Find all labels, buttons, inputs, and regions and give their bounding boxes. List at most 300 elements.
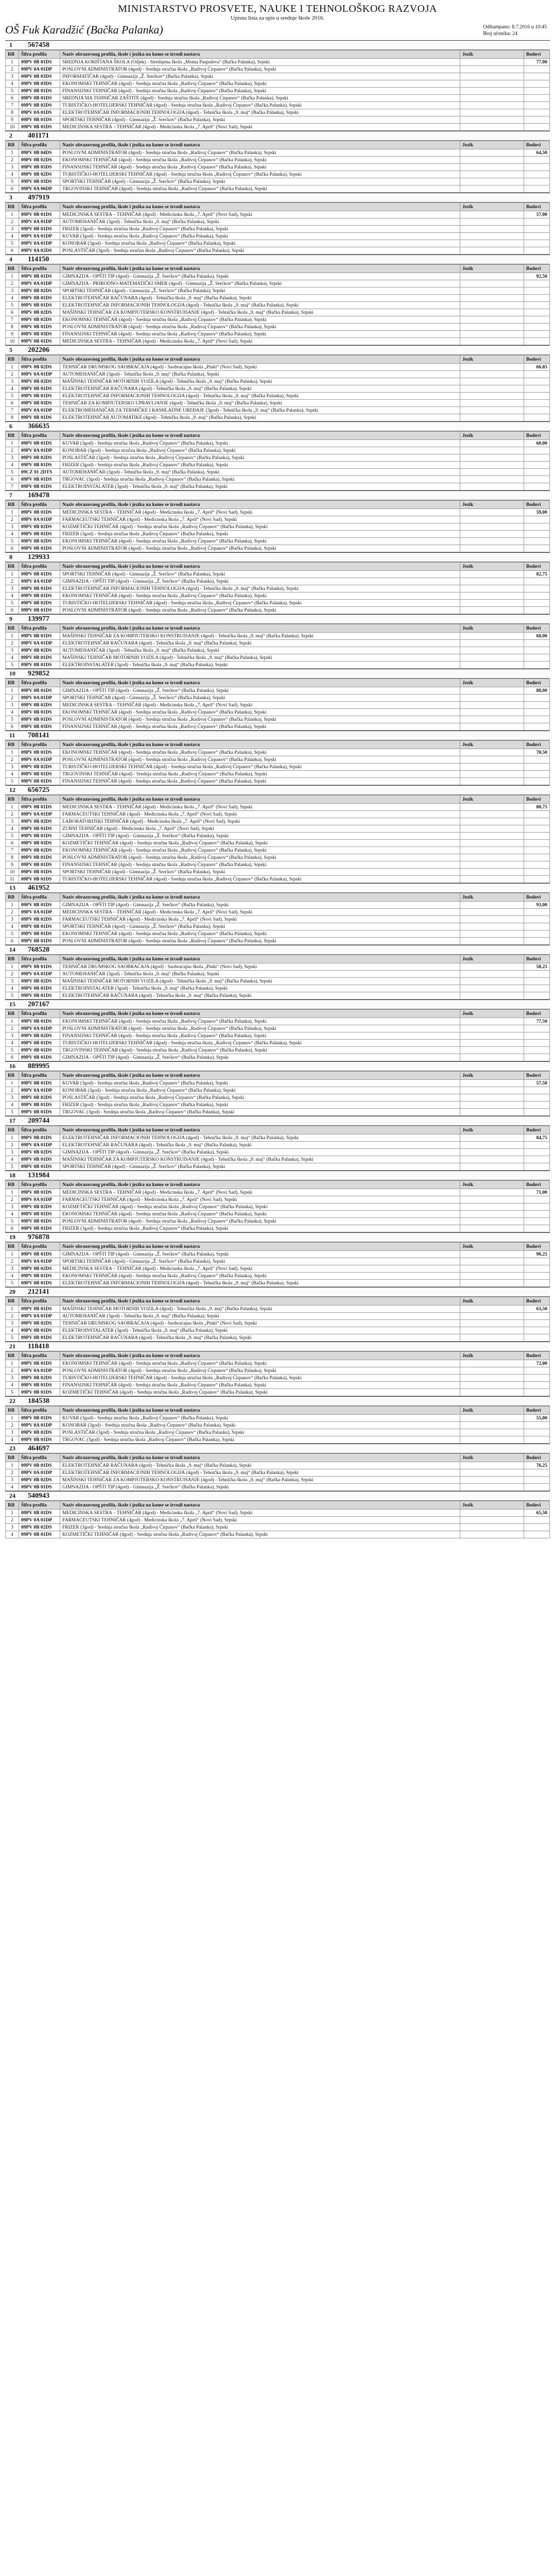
table-row	[6, 716, 550, 723]
points-cell	[524, 280, 550, 287]
profile-code: 09PV 0A 01DP	[19, 1313, 60, 1320]
language-cell	[460, 462, 524, 469]
profile-code: 09PV 0B 03DS	[19, 73, 60, 80]
row-number: 6	[6, 247, 19, 255]
points-cell	[524, 1524, 550, 1531]
table-row	[6, 1415, 550, 1422]
points-cell	[524, 1225, 550, 1232]
student-code: 889995	[28, 1062, 49, 1070]
profile-code: 09PV 0B 02DS	[19, 647, 60, 654]
profile-code: 09PV 0B 01DS	[19, 902, 60, 909]
row-number: 4	[6, 295, 19, 302]
column-header: Bodovi	[524, 432, 550, 440]
language-cell	[460, 516, 524, 523]
points-cell	[524, 1422, 550, 1429]
language-cell	[460, 723, 524, 731]
row-number: 2	[6, 447, 19, 454]
points-cell	[524, 523, 550, 531]
profile-name: FRIZER (3god) - Srednja stručna škola „Radivoj Ćirpanov“ (Bačka Palanka), Srpski	[60, 1225, 460, 1232]
profile-name: POSLOVNI ADMINISTRATOR (4god) - Srednja stručna škola „Radivoj Ćirpanov“ (Bačka Palanka), Srpski	[60, 1218, 460, 1225]
points-cell	[524, 287, 550, 295]
table-header-row	[6, 955, 550, 963]
student-code: 497919	[28, 193, 49, 201]
points-cell	[524, 378, 550, 385]
language-cell	[460, 295, 524, 302]
column-header: Šifra profila	[19, 1352, 60, 1360]
language-cell	[460, 273, 524, 280]
column-header: Šifra profila	[19, 1243, 60, 1251]
table-row	[6, 1510, 550, 1517]
student-sections	[5, 40, 550, 1538]
points-cell: 71,00	[524, 1189, 550, 1196]
row-number: 7	[6, 847, 19, 854]
profile-code: 09PV 0B 01DS	[19, 633, 60, 640]
language-cell	[460, 1032, 524, 1040]
profile-code: 09PV 0B 02DS	[19, 523, 60, 531]
profile-code: 09PV 0B 02DS	[19, 1429, 60, 1436]
column-header: Jezik	[460, 1297, 524, 1306]
table-row	[6, 407, 550, 414]
profile-name: POSLASTIČAR (3god) - Srednja stručna škola „Radivoj Ćirpanov“ (Bačka Palanka), Srpski	[60, 454, 460, 462]
profile-name: EKONOMSKI TEHNIČAR (4god) - Srednja stručna škola „Radivoj Ćirpanov“ (Bačka Palanka), Srpski	[60, 538, 460, 545]
profile-code: 09PV 0A 01DS	[19, 109, 60, 116]
points-cell	[524, 1109, 550, 1116]
profile-code: 09PV 0A 01DP	[19, 640, 60, 647]
language-cell	[460, 854, 524, 861]
profile-name: EKONOMSKI TEHNIČAR (4god) - Srednja stručna škola „Radivoj Ćirpanov“ (Bačka Palanka), Srpski	[60, 709, 460, 716]
table-row	[6, 295, 550, 302]
table-row	[6, 1265, 550, 1273]
profile-name: FINANSIJSKI TEHNIČAR (4god) - Srednja stručna škola „Radivoj Ćirpanov“ (Bačka Palanka), Srpski	[60, 88, 460, 95]
profile-code: 09PV 0A 01DP	[19, 447, 60, 454]
row-number: 10	[6, 338, 19, 345]
row-number: 1	[6, 1134, 19, 1142]
row-number: 5	[6, 538, 19, 545]
table-row	[6, 876, 550, 883]
table-row	[6, 687, 550, 694]
section-number: 20	[9, 1288, 15, 1295]
table-header-row	[6, 1454, 550, 1462]
points-cell	[524, 1429, 550, 1436]
student-code: 401171	[28, 131, 49, 140]
profile-name: GIMNAZIJA - OPŠTI TIP (4god) - Gimnazija „Ž. Srećkov“ (Bačka Palanka), Srpski	[60, 833, 460, 840]
points-cell	[524, 1265, 550, 1273]
profile-name: GIMNAZIJA - PRIRODNO-MATEMATIČKI SMER (4god) - Gimnazija „Ž. Srećkov“ (Bačka Palanka), Srpski	[60, 280, 460, 287]
choices-table	[5, 1242, 550, 1287]
column-header: RB	[6, 1243, 19, 1251]
column-header: Bodovi	[524, 1181, 550, 1189]
choices-table	[5, 1180, 550, 1232]
student-code: 366635	[28, 422, 49, 430]
column-header: Bodovi	[524, 955, 550, 963]
profile-name: MEDICINSKA SESTRA – TEHNIČAR (4god) - Medicinska škola „7. April“ (Novi Sad), Srpski	[60, 509, 460, 516]
language-cell	[460, 440, 524, 447]
column-header: Naziv obrazovnog profila, škole i jezika na kome se izvodi nastava	[60, 141, 460, 149]
profile-name: FARMACEUTSKI TEHNIČAR (4god) - Medicinska škola „7. April“ (Novi Sad), Srpski	[60, 1196, 460, 1204]
language-cell	[460, 709, 524, 716]
section-number: 2	[9, 132, 12, 139]
row-number: 4	[6, 1040, 19, 1047]
column-header: RB	[6, 1501, 19, 1510]
profile-code: 09PV 0A 01DP	[19, 1517, 60, 1524]
column-header: Jezik	[460, 893, 524, 902]
row-number: 4	[6, 1327, 19, 1334]
row-number: 3	[6, 378, 19, 385]
profile-code: 09PV 0A 01DP	[19, 516, 60, 523]
table-row	[6, 233, 550, 240]
row-number: 5	[6, 716, 19, 723]
profile-code: 09PV 0B 02DS	[19, 538, 60, 545]
points-cell	[524, 1389, 550, 1396]
table-row	[6, 247, 550, 255]
language-cell	[460, 240, 524, 247]
profile-name: LABORATORIJSKI TEHNIČAR (4god) - Medicinska škola „7. April“ (Novi Sad), Srpski	[60, 818, 460, 825]
column-header: Naziv obrazovnog profila, škole i jezika na kome se izvodi nastava	[60, 1352, 460, 1360]
points-cell: 66,05	[524, 364, 550, 371]
student-code: 207167	[28, 1000, 49, 1008]
section-header	[5, 884, 550, 893]
profile-code: 09PV 0B 01DS	[19, 854, 60, 861]
points-cell	[524, 109, 550, 116]
column-header: Šifra profila	[19, 141, 60, 149]
language-cell	[460, 1334, 524, 1342]
row-number: 7	[6, 407, 19, 414]
points-cell	[524, 840, 550, 847]
language-cell	[460, 447, 524, 454]
section-header	[5, 1492, 550, 1501]
points-cell	[524, 1156, 550, 1163]
table-row	[6, 640, 550, 647]
points-cell	[524, 385, 550, 393]
row-number: 2	[6, 371, 19, 378]
profile-code: 09PV 0B 01DS	[19, 1080, 60, 1087]
table-row	[6, 1367, 550, 1375]
language-cell	[460, 1367, 524, 1375]
table-row	[6, 571, 550, 578]
row-number: 2	[6, 1469, 19, 1477]
profile-name: SPORTSKI TEHNIČAR (4god) - Gimnazija „Ž. Srećkov“ (Bačka Palanka), Srpski	[60, 1163, 460, 1171]
choices-table	[5, 893, 550, 945]
points-cell	[524, 1094, 550, 1101]
language-cell	[460, 378, 524, 385]
choices-table	[5, 1297, 550, 1342]
language-cell	[460, 59, 524, 66]
column-header: Naziv obrazovnog profila, škole i jezika na kome se izvodi nastava	[60, 1243, 460, 1251]
row-number: 5	[6, 178, 19, 185]
section-header	[5, 1287, 550, 1297]
profile-code: 09PV 0B 01DS	[19, 571, 60, 578]
language-cell	[460, 1149, 524, 1156]
section-header	[5, 346, 550, 355]
column-header: Bodovi	[524, 141, 550, 149]
table-row	[6, 171, 550, 178]
section-header	[5, 1233, 550, 1242]
column-header: Jezik	[460, 1072, 524, 1080]
table-row	[6, 338, 550, 345]
profile-name: POSLOVNI ADMINISTRATOR (4god) - Srednja stručna škola „Radivoj Ćirpanov“ (Bačka Palanka), Srpski	[60, 1367, 460, 1375]
profile-name: SPORTSKI TEHNIČAR (4god) - Gimnazija „Ž. Srećkov“ (Bačka Palanka), Srpski	[60, 178, 460, 185]
row-number: 5	[6, 1047, 19, 1054]
table-row	[6, 1422, 550, 1429]
student-code: 118418	[28, 1342, 49, 1350]
column-header: RB	[6, 141, 19, 149]
column-header: RB	[6, 893, 19, 902]
points-cell	[524, 233, 550, 240]
points-cell	[524, 694, 550, 702]
row-number: 3	[6, 287, 19, 295]
table-row	[6, 840, 550, 847]
points-cell	[524, 909, 550, 916]
language-cell	[460, 909, 524, 916]
profile-code: 09PV 0B 01DS	[19, 992, 60, 999]
points-cell	[524, 992, 550, 999]
row-number: 6	[6, 1225, 19, 1232]
profile-name: TEHNIČAR DRUMSKOG SAOBRAĆAJA (4god) - Saobraćajna škola „Pinki“ (Novi Sad), Srpski	[60, 1320, 460, 1327]
student-code: 202206	[28, 346, 49, 354]
table-row	[6, 1273, 550, 1280]
table-row	[6, 764, 550, 771]
table-header-row	[6, 1072, 550, 1080]
column-header: Naziv obrazovnog profila, škole i jezika na kome se izvodi nastava	[60, 501, 460, 509]
points-cell	[524, 771, 550, 778]
profile-name: POSLASTIČAR (3god) - Srednja stručna škola „Radivoj Ćirpanov“ (Bačka Palanka), Srpski	[60, 247, 460, 255]
row-number: 2	[6, 1142, 19, 1149]
row-number: 4	[6, 825, 19, 833]
document-page	[5, 0, 550, 1538]
language-cell	[460, 654, 524, 662]
row-number: 1	[6, 1510, 19, 1517]
profile-name: ELEKTROINSTALATER (3god) - Tehnička škola „9. maj“ (Bačka Palanka), Srpski	[60, 1327, 460, 1334]
column-header: Naziv obrazovnog profila, škole i jezika na kome se izvodi nastava	[60, 50, 460, 59]
profile-name: GIMNAZIJA - OPŠTI TIP (4god) - Gimnazija „Ž. Srećkov“ (Bačka Palanka), Srpski	[60, 1054, 460, 1061]
profile-name: FINANSIJSKI TEHNIČAR (4god) - Srednja stručna škola „Radivoj Ćirpanov“ (Bačka Palanka), Srpski	[60, 1382, 460, 1389]
profile-name: EKONOMSKI TEHNIČAR (4god) - Srednja stručna škola „Radivoj Ćirpanov“ (Bačka Palanka), Srpski	[60, 1360, 460, 1367]
column-header: Šifra profila	[19, 679, 60, 687]
table-row	[6, 157, 550, 164]
student-code: 768528	[28, 945, 49, 954]
profile-name: MEDICINSKA SESTRA – TEHNIČAR (4god) - Medicinska škola „7. April“ (Novi Sad), Srpski	[60, 338, 460, 345]
section-number: 15	[9, 1001, 15, 1008]
column-header: Šifra profila	[19, 203, 60, 211]
profile-code: 09PV 0B 01DS	[19, 1134, 60, 1142]
row-number: 3	[6, 73, 19, 80]
profile-code: 09PV 0A 01DP	[19, 694, 60, 702]
profile-name: KOZMETIČKI TEHNIČAR (4god) - Srednja stručna škola „Radivoj Ćirpanov“ (Bačka Palanka), Srpski	[60, 1204, 460, 1211]
table-row	[6, 516, 550, 523]
table-header-row	[6, 1501, 550, 1510]
profile-name: EKONOMSKI TEHNIČAR (4god) - Srednja stručna škola „Radivoj Ćirpanov“ (Bačka Palanka), Srpski	[60, 1018, 460, 1025]
section-number: 14	[9, 946, 15, 953]
language-cell	[460, 102, 524, 109]
section-number: 9	[9, 615, 12, 622]
profile-code: 09PV 0B 01DS	[19, 1040, 60, 1047]
profile-code: 09PV 0B 01DS	[19, 778, 60, 785]
profile-code: 09PV 0A 01DP	[19, 240, 60, 247]
row-number: 3	[6, 164, 19, 171]
column-header: RB	[6, 50, 19, 59]
points-cell	[524, 531, 550, 538]
profile-name: FARMACEUTSKI TEHNIČAR (4god) - Medicinska škola „7. April“ (Novi Sad), Srpski	[60, 1517, 460, 1524]
language-cell	[460, 1087, 524, 1094]
section-header	[5, 1397, 550, 1406]
points-cell	[524, 178, 550, 185]
profile-code: 09PV 0B 02DS	[19, 157, 60, 164]
profile-code: 09PV 0B 01DS	[19, 1306, 60, 1313]
points-cell	[524, 226, 550, 233]
row-number: 4	[6, 385, 19, 393]
language-cell	[460, 1477, 524, 1484]
points-cell	[524, 102, 550, 109]
language-cell	[460, 1510, 524, 1517]
profile-code: 09PV 0B 01DS	[19, 1510, 60, 1517]
language-cell	[460, 963, 524, 971]
profile-code: 09PV 0B 01DS	[19, 95, 60, 102]
column-header: RB	[6, 563, 19, 571]
student-code: 708141	[28, 731, 49, 739]
table-row	[6, 778, 550, 785]
table-row	[6, 723, 550, 731]
table-row	[6, 462, 550, 469]
profile-name: ELEKTROTEHNIČAR RAČUNARA (4god) - Tehnička škola „9. maj“ (Bačka Palanka), Srpski	[60, 295, 460, 302]
language-cell	[460, 1156, 524, 1163]
column-header: Šifra profila	[19, 265, 60, 273]
column-header: Bodovi	[524, 1352, 550, 1360]
points-cell	[524, 393, 550, 400]
profile-name: MEDICINSKA SESTRA – TEHNIČAR (4god) - Medicinska škola „7. April“ (Novi Sad), Srpski	[60, 804, 460, 811]
profile-name: ELEKTROTEHNIČAR INFORMACIONIH TEHNOLOGIJA (4god) - Tehnička škola „9. maj“ (Bačka Palanka), Srpski	[60, 1134, 460, 1142]
profile-code: 09PV 0B 01DS	[19, 116, 60, 124]
profile-name: ELEKTROTEHNIČAR INFORMACIONIH TEHNOLOGIJA (4god) - Tehnička škola „9. maj“ (Bačka Palanka), Srpski	[60, 1469, 460, 1477]
profile-name: KUVAR (3god) - Srednja stručna škola „Radivoj Ćirpanov“ (Bačka Palanka), Srpski	[60, 1080, 460, 1087]
section-header	[5, 41, 550, 50]
points-cell	[524, 1211, 550, 1218]
table-row	[6, 861, 550, 869]
row-number: 4	[6, 1531, 19, 1538]
table-row	[6, 469, 550, 476]
section-header	[5, 731, 550, 740]
language-cell	[460, 1018, 524, 1025]
table-row	[6, 1101, 550, 1109]
profile-name: FINANSIJSKI TEHNIČAR (4god) - Srednja stručna škola „Radivoj Ćirpanov“ (Bačka Palanka), Srpski	[60, 331, 460, 338]
language-cell	[460, 1360, 524, 1367]
profile-name: TEHNIČAR DRUMSKOG SAOBRAĆAJA (4god) - Saobraćajna škola „Pinki“ (Novi Sad), Srpski	[60, 963, 460, 971]
points-cell: 55,00	[524, 1415, 550, 1422]
student-code: 656725	[28, 786, 49, 794]
student-section	[5, 1444, 550, 1491]
table-row	[6, 1204, 550, 1211]
profile-code: 09PV 0B 01DS	[19, 1436, 60, 1444]
row-number: 2	[6, 694, 19, 702]
language-cell	[460, 538, 524, 545]
language-cell	[460, 185, 524, 193]
row-number: 4	[6, 592, 19, 600]
profile-code: 09PV 0B 01DS	[19, 462, 60, 469]
profile-code: 09PV 0B 01DS	[19, 1101, 60, 1109]
table-row	[6, 709, 550, 716]
points-cell: 93,00	[524, 902, 550, 909]
table-row	[6, 1469, 550, 1477]
profile-name: EKONOMSKI TEHNIČAR (4god) - Srednja stručna škola „Radivoj Ćirpanov“ (Bačka Palanka), Srpski	[60, 316, 460, 324]
print-date: Odštampano: 8.7.2016 u 10:45	[483, 24, 547, 30]
language-cell	[460, 1469, 524, 1477]
student-section	[5, 1232, 550, 1287]
table-row	[6, 1280, 550, 1287]
profile-name: FRIZER (3god) - Srednja stručna škola „Radivoj Ćirpanov“ (Bačka Palanka), Srpski	[60, 462, 460, 469]
choices-table	[5, 1071, 550, 1116]
profile-code: 09PV 0B 01DS	[19, 861, 60, 869]
profile-code: 09PV 0B 03DS	[19, 400, 60, 407]
profile-code: 09PV 0B 01DS	[19, 226, 60, 233]
column-header: Šifra profila	[19, 432, 60, 440]
student-section	[5, 255, 550, 345]
row-number: 6	[6, 840, 19, 847]
table-row	[6, 992, 550, 999]
table-row	[6, 95, 550, 102]
row-number: 3	[6, 1149, 19, 1156]
row-number: 5	[6, 302, 19, 309]
points-cell	[524, 716, 550, 723]
points-cell	[524, 1375, 550, 1382]
language-cell	[460, 218, 524, 226]
section-number: 11	[9, 732, 15, 739]
column-header: Naziv obrazovnog profila, škole i jezika na kome se izvodi nastava	[60, 355, 460, 364]
profile-code: 09PV 0B 03DS	[19, 723, 60, 731]
points-cell	[524, 247, 550, 255]
points-cell	[524, 400, 550, 407]
profile-name: TRGOVAC (3god) - Srednja stručna škola „Radivoj Ćirpanov“ (Bačka Palanka), Srpski	[60, 1436, 460, 1444]
column-header: Šifra profila	[19, 1010, 60, 1018]
profile-code: 09PV 0B 02DS	[19, 702, 60, 709]
points-cell	[524, 95, 550, 102]
language-cell	[460, 607, 524, 614]
profile-name: MEDICINSKA SESTRA – TEHNIČAR (4god) - Medicinska škola „7. April“ (Novi Sad), Srpski	[60, 211, 460, 218]
profile-name: MAŠINSKI TEHNIČAR ZA KOMPJUTERSKO KONSTRUISANJE (4god) - Tehnička škola „9. maj“ (Bačka Palanka), Srpski	[60, 309, 460, 316]
row-number: 5	[6, 662, 19, 669]
points-cell	[524, 1258, 550, 1265]
profile-code: 09PV 0B 01DS	[19, 1484, 60, 1491]
column-header: RB	[6, 1126, 19, 1134]
language-cell	[460, 1327, 524, 1334]
points-cell: 88,00	[524, 687, 550, 694]
profile-code: 09PV 0B 01DS	[19, 385, 60, 393]
profile-name: SPORTSKI TEHNIČAR (4god) - Gimnazija „Ž. Srećkov“ (Bačka Palanka), Srpski	[60, 287, 460, 295]
student-section	[5, 40, 550, 131]
points-cell	[524, 447, 550, 454]
column-header: Jezik	[460, 1454, 524, 1462]
points-cell: 70,50	[524, 749, 550, 756]
table-row	[6, 902, 550, 909]
column-header: RB	[6, 1406, 19, 1415]
language-cell	[460, 861, 524, 869]
profile-name: GIMNAZIJA - OPŠTI TIP (4god) - Gimnazija „Ž. Srećkov“ (Bačka Palanka), Srpski	[60, 578, 460, 585]
section-number: 5	[9, 346, 12, 353]
table-row	[6, 378, 550, 385]
points-cell	[524, 1025, 550, 1032]
row-number: 5	[6, 1334, 19, 1342]
section-number: 17	[9, 1117, 15, 1124]
column-header: Jezik	[460, 1181, 524, 1189]
language-cell	[460, 309, 524, 316]
table-row	[6, 1382, 550, 1389]
points-cell	[524, 1280, 550, 1287]
profile-name: TURISTIČKO-HOTELIJERSKI TEHNIČAR (4god) - Srednja stručna škola „Radivoj Ćirpanov“ (Bačka Palanka), Srpski	[60, 171, 460, 178]
section-header	[5, 491, 550, 500]
section-number: 23	[9, 1445, 15, 1452]
profile-code: 09PV 0B 01DS	[19, 338, 60, 345]
profile-code: 09PV 0B 01DS	[19, 273, 60, 280]
profile-code: 09PV 0A 01DP	[19, 1142, 60, 1149]
student-code: 114150	[28, 255, 49, 263]
